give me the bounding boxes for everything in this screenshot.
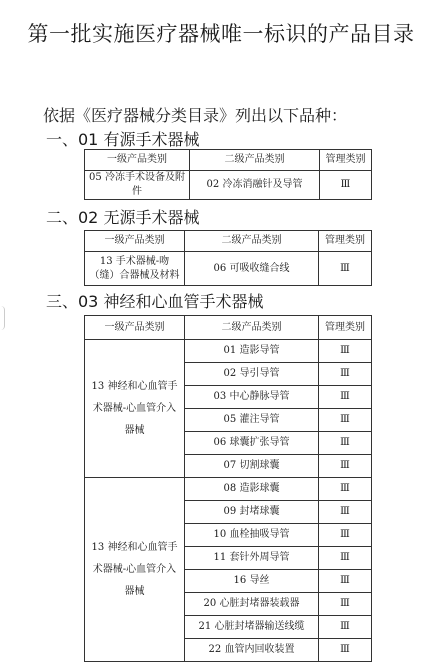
cell-level2: 02 导引导管 [185,363,319,386]
cell-level2: 08 造影球囊 [185,478,319,501]
cell-level1-group: 13 神经和心血管手术器械-心血管介入器械 [85,478,185,662]
cell-mgmt: Ⅲ [319,547,372,570]
header-mgmt: 管理类别 [319,231,372,252]
header-level2: 二级产品类别 [185,316,319,340]
cell-mgmt: Ⅲ [319,363,372,386]
cell-mgmt: Ⅲ [320,171,372,200]
header-level1: 一级产品类别 [85,150,190,171]
cell-level2: 21 心脏封堵器输送线缆 [185,616,319,639]
table-row [85,340,372,363]
cell-level2: 22 血管内回收装置 [185,639,319,662]
intro-text: 依据《医疗器械分类目录》列出以下品种： [43,106,348,125]
cell-level2: 05 灌注导管 [185,409,319,432]
cell-mgmt: Ⅲ [319,616,372,639]
table-row [85,252,372,286]
cell-level2: 20 心脏封堵器装载器 [185,593,319,616]
cell-mgmt: Ⅲ [319,524,372,547]
cell-level2: 07 切割球囊 [185,455,319,478]
cell-mgmt: Ⅲ [319,252,372,286]
cell-mgmt: Ⅲ [319,570,372,593]
cell-mgmt: Ⅲ [319,639,372,662]
cell-level1: 13 手术器械-吻（缝）合器械及材料 [85,252,185,286]
cell-level2: 09 封堵球囊 [185,501,319,524]
table-neuro-cardio [84,315,372,662]
header-mgmt: 管理类别 [319,316,372,340]
cell-mgmt: Ⅲ [319,455,372,478]
cell-mgmt: Ⅲ [319,409,372,432]
cell-mgmt: Ⅲ [319,501,372,524]
cell-level2: 06 球囊扩张导管 [185,432,319,455]
cell-mgmt: Ⅲ [319,432,372,455]
page-title: 第一批实施医疗器械唯一标识的产品目录 [27,22,415,46]
header-level2: 二级产品类别 [190,150,320,171]
table-row [85,478,372,501]
cell-level2: 06 可吸收缝合线 [185,252,319,286]
table-active-surgical [84,149,372,200]
section-heading-active-surgical: 一、01 有源手术器械 [46,130,200,149]
table-row [85,171,372,200]
cell-level2: 03 中心静脉导管 [185,386,319,409]
table-passive-surgical [84,230,372,286]
section-heading-passive-surgical: 二、02 无源手术器械 [46,208,200,227]
header-mgmt: 管理类别 [320,150,372,171]
cell-mgmt: Ⅲ [319,478,372,501]
header-level1: 一级产品类别 [85,316,185,340]
cell-level1: 05 冷冻手术设备及附件 [85,171,190,200]
cell-mgmt: Ⅲ [319,593,372,616]
header-level1: 一级产品类别 [85,231,185,252]
page-edge-tab [0,306,5,330]
section-heading-neuro-cardio: 三、03 神经和心血管手术器械 [46,292,264,311]
cell-level2: 11 套针外周导管 [185,547,319,570]
cell-level2: 16 导丝 [185,570,319,593]
header-level2: 二级产品类别 [185,231,319,252]
cell-level2: 10 血栓抽吸导管 [185,524,319,547]
cell-mgmt: Ⅲ [319,340,372,363]
cell-mgmt: Ⅲ [319,386,372,409]
cell-level2: 02 冷冻消融针及导管 [190,171,320,200]
cell-level2: 01 造影导管 [185,340,319,363]
cell-level1-group: 13 神经和心血管手术器械-心血管介入器械 [85,340,185,478]
